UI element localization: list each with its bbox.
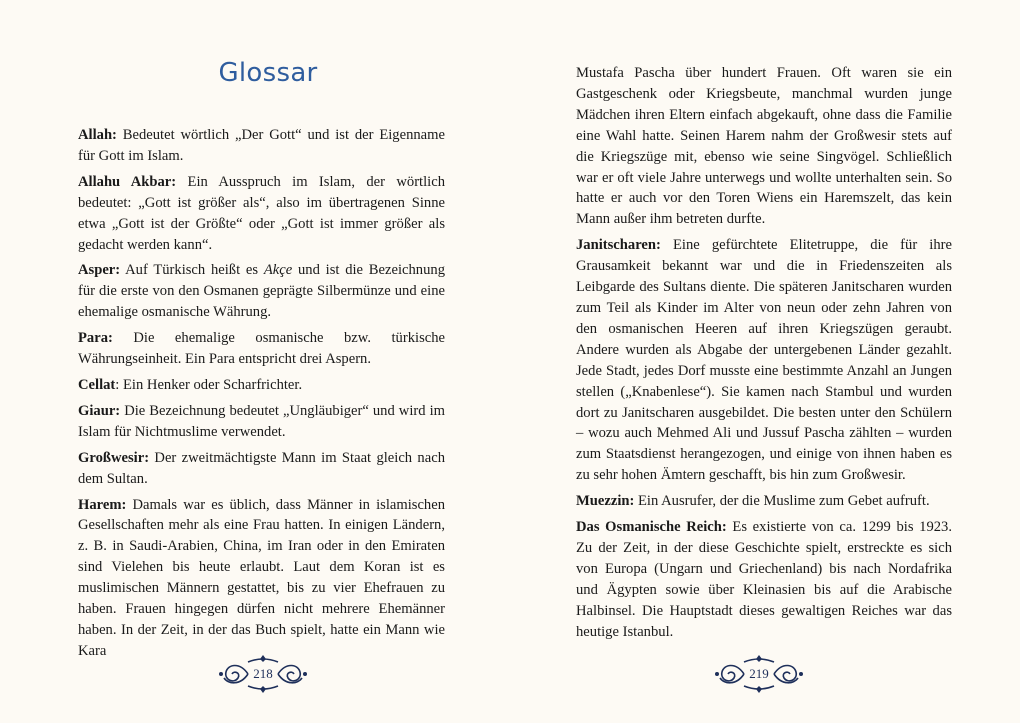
glossary-entry-allah — [78, 125, 445, 167]
page-title: Glossar — [218, 58, 318, 88]
entry-term: Janitscharen: — [576, 237, 661, 254]
right-page — [510, 0, 1020, 723]
entry-text: Die Bezeichnung bedeutet „Ungläubiger“ und wird im Islam für Nichtmuslime verwendet. — [78, 402, 445, 440]
entry-term: Cellat — [78, 376, 116, 393]
glossary-entry-allahu-akbar — [78, 172, 445, 256]
page-number-ornament — [714, 654, 804, 694]
entry-italic-word: Akçe — [263, 262, 293, 279]
glossary-entry-janitscharen — [576, 235, 952, 486]
entry-text: Ein Ausrufer, der die Muslime zum Gebet aufruft. — [634, 493, 930, 510]
entry-term: Allah: — [78, 127, 117, 143]
entry-term: Muezzin: — [576, 493, 635, 510]
entry-term: Asper: — [78, 262, 121, 279]
harem-continuation: Mustafa Pascha über hundert Frauen. Oft waren sie ein Gastgeschenk oder Kriegsbeute, manchmal wurden junge Mädchen ihren Eltern einfach abgekauft, ohne dass die Familie eine Wahl hatte. Seinen Harem nahm der Großwesir stets auf die Kriegszüge mit, ebenso wie seine Singvögel. Schließlich war er oft viele Jahre unterwegs und wollte unterhalten sein. So hatte er auch vor den Toren Wiens ein Haremszelt, das kein Mann außer ihm betreten durfte. — [576, 65, 952, 228]
glossary-entry-muezzin — [576, 491, 952, 512]
entry-term: Allahu Akbar: — [78, 173, 177, 190]
glossary-entry-cellat — [78, 375, 445, 396]
entry-term: Großwesir: — [78, 449, 150, 466]
glossary-entry-osmanisches-reich — [576, 517, 952, 642]
entry-text: Es existierte von ca. 1299 bis 1923. Zu der Zeit, in der diese Geschichte spielt, erstreckte es sich von Europa (Ungarn und Griechenland) bis nach Nordafrika und Ägypten sowie über Kleinasien bis auf die Arabische Halbinsel. Die Hauptstadt dieses gewaltigen Reiches war das heutige Istanbul. — [576, 519, 952, 640]
glossary-entry-para — [78, 328, 445, 370]
glossary-entry-grosswesir — [78, 448, 445, 490]
page-number: 219 — [749, 666, 769, 681]
right-text-column — [576, 63, 952, 642]
page-number: 218 — [253, 666, 273, 681]
glossary-entry-giaur — [78, 401, 445, 443]
glossary-entry-asper — [78, 260, 445, 323]
entry-term: Das Osmanische Reich: — [576, 519, 727, 536]
entry-text: : Ein Henker oder Scharfrichter. — [115, 376, 303, 393]
entry-text: Der zweitmächtigste Mann im Staat gleich nach dem Sultan. — [78, 449, 445, 487]
entry-text: Damals war es üblich, dass Männer in islamischen Gesellschaften mehr als eine Frau hatten. In einigen Ländern, z. B. in Saudi-Arabien, China, im Iran oder in den Emiraten sind Vielehen bis heute erlaubt. Laut dem Koran ist es muslimischen Männern gestattet, bis zu vier Ehefrauen zu haben. Frauen hingegen dürfen nicht mehrere Ehemänner haben. In der Zeit, in der das Buch spielt, hatte ein Mann wie Kara — [78, 496, 445, 659]
entry-term: Harem: — [78, 496, 127, 513]
entry-term: Para: — [78, 330, 113, 347]
entry-text: Ein Ausspruch im Islam, der wörtlich bedeutet: „Gott ist größer als“, also im übertragenen Sinne etwa „Gott ist der Größte“ oder „Gott ist immer größer als gedacht werden kann“. — [78, 173, 445, 253]
entry-text: Auf Türkisch heißt es — [120, 262, 264, 279]
glossary-entry-harem — [78, 495, 445, 662]
page-number-ornament — [218, 654, 308, 694]
entry-text: Die ehemalige osmanische bzw. türkische Währungseinheit. Ein Para entspricht drei Aspern. — [78, 330, 445, 368]
entry-term: Giaur: — [78, 402, 121, 419]
entry-text: Eine gefürchtete Elitetruppe, die für ihre Grausamkeit bekannt war und die in Friedenszeiten als Leibgarde des Sultans diente. Die späteren Janitscharen wurden zum Teil als Kinder im Alter von neun oder zehn Jahren von den osmanischen Heeren auf ihren Kriegszügen geraubt. Andere wurden als Abgabe der untergebenen Länder gezahlt. Jede Stadt, jedes Dorf musste eine bestimmte Anzahl an Jungen stellen („Knabenlese“). Sie kamen nach Stambul und wurden dort zu Janitscharen ausgebildet. Die besten unter den Schülern – wozu auch Mehmed Ali und Jussuf Pascha zählten – wurden zum Staatsdienst herangezogen, und einige von ihnen haben es zu sehr hohen Ämtern geschafft, bis hin zum Großwesir. — [576, 237, 952, 484]
entry-text: und ist die Bezeichnung für die erste von den Osmanen geprägte Silbermünze und eine ehemalige osmanische Währung. — [78, 262, 445, 321]
entry-text: Bedeutet wörtlich „Der Gott“ und ist der Eigenname für Gott im Islam. — [78, 127, 445, 164]
left-text-column — [78, 125, 445, 662]
